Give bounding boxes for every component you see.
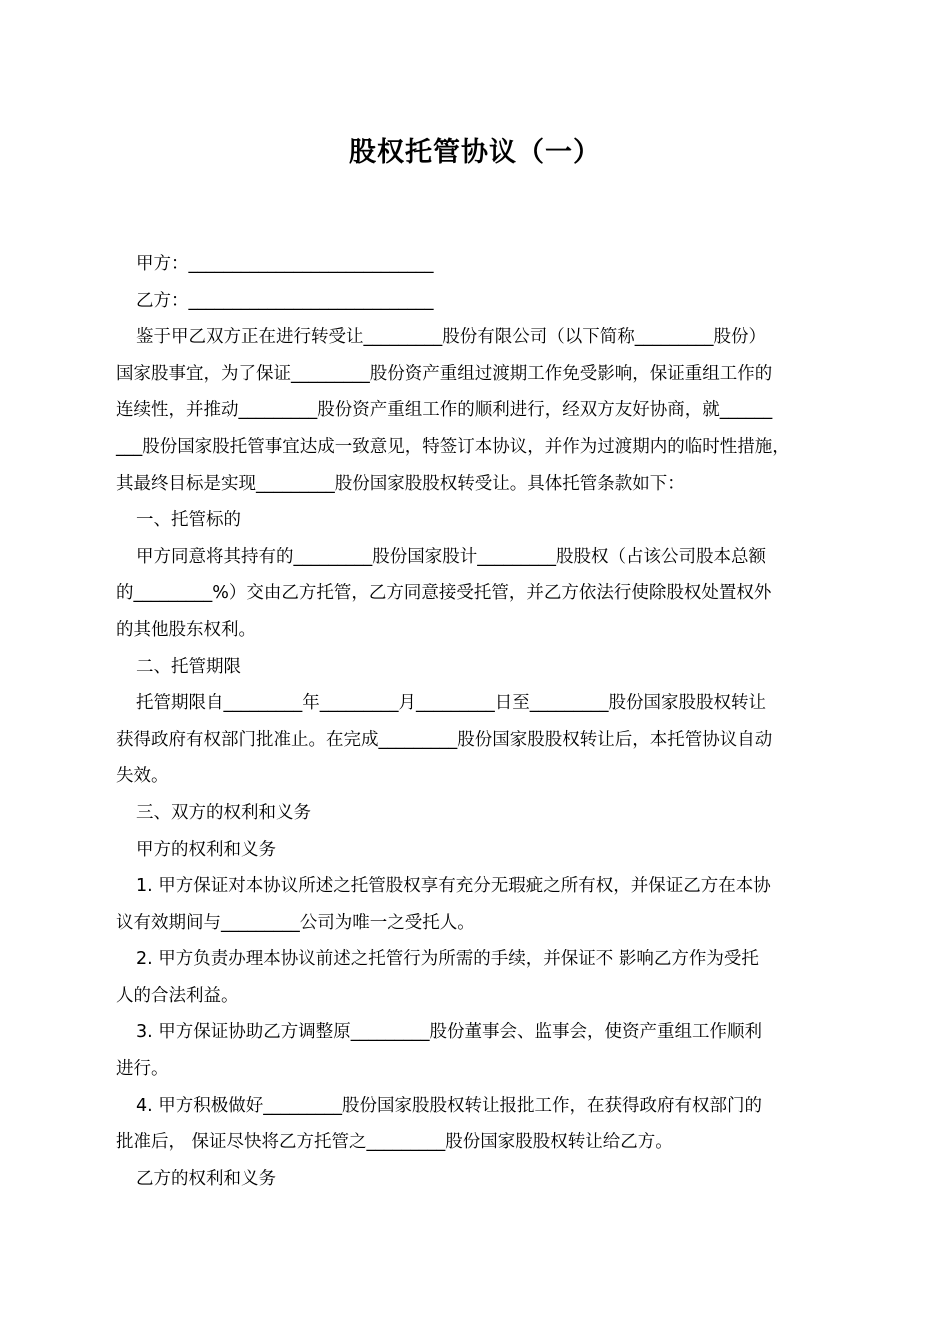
- party-b-line: 乙方：____________________________: [136, 290, 434, 311]
- paragraph-line: 甲方同意将其持有的_________股份国家股计_________股股权（占该公司股本总额: [136, 546, 766, 567]
- document-title: 股权托管协议（一）: [349, 137, 601, 168]
- section-heading: 二、托管期限: [136, 656, 241, 677]
- section-heading: 一、托管标的: [136, 510, 241, 531]
- clause-line: 进行。: [116, 1059, 169, 1080]
- paragraph-line: 托管期限自_________年_________月_________日至_________股份国家股股权转让: [136, 693, 766, 714]
- preamble-line: ___股份国家股托管事宜达成一致意见，特签订本协议，并作为过渡期内的临时性措施，: [116, 436, 790, 457]
- subsection-heading: 甲方的权利和义务: [136, 839, 276, 860]
- paragraph-line: 的_________%）交由乙方托管，乙方同意接受托管，并乙方依法行使除股权处置权外: [116, 583, 772, 604]
- preamble-line: 国家股事宜，为了保证_________股份资产重组过渡期工作免受影响，保证重组工作的: [116, 363, 773, 384]
- paragraph-line: 获得政府有权部门批准止。在完成_________股份国家股股权转让后，本托管协议自动: [116, 729, 773, 750]
- section-heading: 三、双方的权利和义务: [136, 802, 311, 823]
- clause-line: 批准后， 保证尽快将乙方托管之_________股份国家股股权转让给乙方。: [116, 1132, 673, 1153]
- paragraph-line: 失效。: [116, 766, 169, 787]
- subsection-heading: 乙方的权利和义务: [136, 1168, 276, 1189]
- clause-line: 2. 甲方负责办理本协议前述之托管行为所需的手续，并保证不 影响乙方作为受托: [136, 949, 759, 970]
- clause-line: 3. 甲方保证协助乙方调整原_________股份董事会、监事会，使资产重组工作顺利: [136, 1022, 763, 1043]
- clause-line: 议有效期间与_________公司为唯一之受托人。: [116, 912, 475, 933]
- clause-line: 1. 甲方保证对本协议所述之托管股权享有充分无瑕疵之所有权，并保证乙方在本协: [136, 876, 771, 897]
- preamble-line: 鉴于甲乙双方正在进行转受让_________股份有限公司（以下简称_________股份）: [136, 327, 766, 348]
- preamble-line: 其最终目标是实现_________股份国家股股权转受让。具体托管条款如下：: [116, 473, 685, 494]
- clause-line: 4. 甲方积极做好_________股份国家股股权转让报批工作，在获得政府有权部门的: [136, 1095, 763, 1116]
- paragraph-line: 的其他股东权利。: [116, 619, 256, 640]
- clause-line: 人的合法利益。: [116, 985, 239, 1006]
- party-a-line: 甲方：____________________________: [136, 254, 434, 274]
- document-body: [116, 246, 838, 1197]
- preamble-line: 连续性，并推动_________股份资产重组工作的顺利进行，经双方友好协商，就______: [116, 400, 773, 421]
